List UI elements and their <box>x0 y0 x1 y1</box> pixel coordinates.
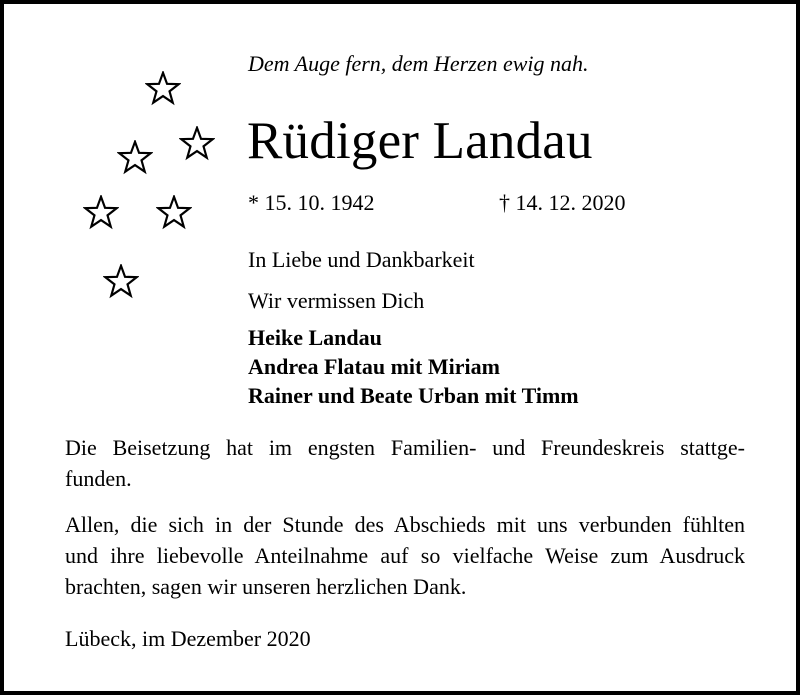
star-icon <box>117 140 153 176</box>
miss-line: Wir vermissen Dich <box>248 288 425 313</box>
greeting: In Liebe und Dankbarkeit <box>248 247 475 272</box>
paragraph-line: Allen, die sich in der Stunde des Abschieds mit uns verbunden fühlten <box>65 512 745 537</box>
thanks-paragraph <box>65 509 745 602</box>
star-icon <box>103 264 139 300</box>
paragraph-line: und ihre liebevolle Anteilnahme auf so vielfache Weise zum Ausdruck <box>65 543 745 568</box>
mourner-name: Andrea Flatau mit Miriam <box>248 354 500 379</box>
paragraph-line: Die Beisetzung hat im engsten Familien- und Freundeskreis stattge- <box>65 435 745 460</box>
star-decoration <box>4 4 244 324</box>
mourner-name: Heike Landau <box>248 325 382 350</box>
mourner-name: Rainer und Beate Urban mit Timm <box>248 383 579 408</box>
star-icon <box>156 195 192 231</box>
star-icon <box>145 71 181 107</box>
motto: Dem Auge fern, dem Herzen ewig nah. <box>248 51 589 76</box>
star-icon <box>83 195 119 231</box>
deceased-name: Rüdiger Landau <box>247 112 593 170</box>
mourners-list <box>248 323 579 410</box>
paragraph-line: funden. <box>65 466 132 491</box>
paragraph-line: brachten, sagen wir unseren herzlichen Dank. <box>65 574 467 599</box>
death-date: † 14. 12. 2020 <box>499 190 626 215</box>
place-and-date: Lübeck, im Dezember 2020 <box>65 626 311 651</box>
star-icon <box>179 126 215 162</box>
burial-paragraph <box>65 432 745 494</box>
birth-date: * 15. 10. 1942 <box>248 190 375 215</box>
